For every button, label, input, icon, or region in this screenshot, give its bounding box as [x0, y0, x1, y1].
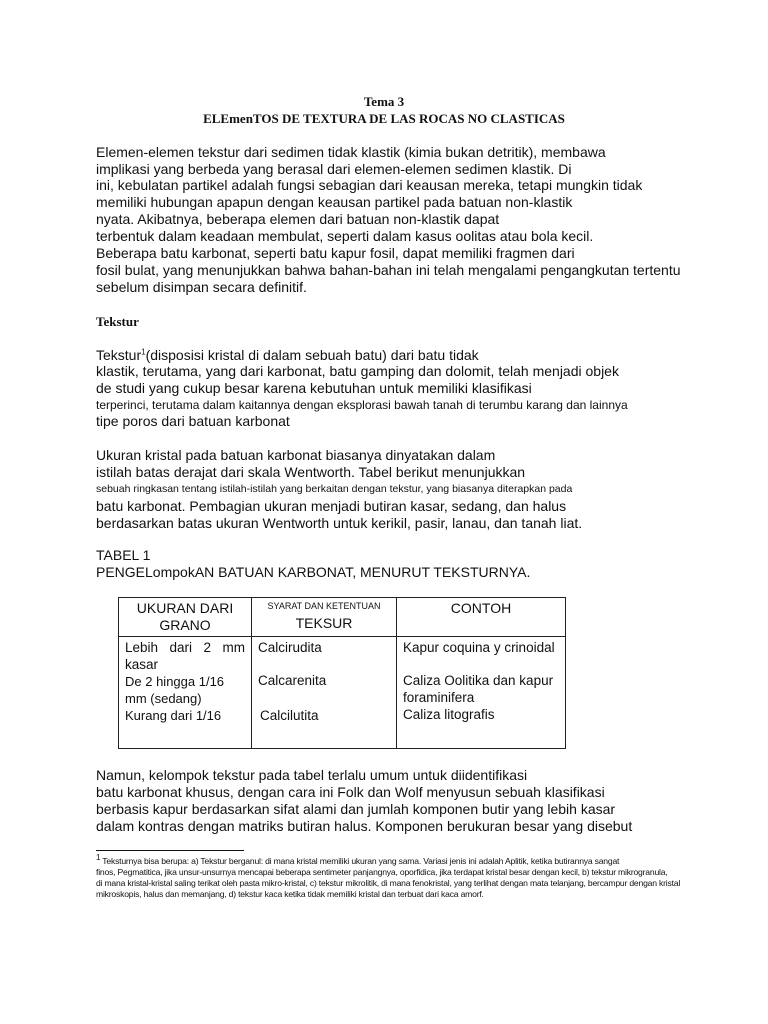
text-line: Namun, kelompok tekstur pada tabel terlalu umum untuk diidentifikasi	[96, 767, 528, 783]
text-line: tipe poros dari batuan karbonat	[96, 413, 290, 429]
footnote-mark: 1	[96, 853, 101, 863]
table-body-cell	[397, 637, 566, 749]
text-line: implikasi yang berbeda yang berasal dari elemen-elemen sedimen klastik. Di	[96, 161, 572, 177]
text-line: fosil bulat, yang menunjukkan bahwa bahan-bahan ini telah mengalami pengangkutan tertentu	[96, 262, 681, 278]
example-coquina: Kapur coquina y crinoidal	[403, 640, 555, 655]
footnote-text-1: Teksturnya bisa berupa: a) Tekstur berganul: di mana kristal memiliki ukuran yang sama. Variasi jenis ini adalah Aplitik, ketika butirannya sangat	[102, 856, 620, 866]
footnote-ref: 1	[141, 347, 146, 357]
footnote-line	[96, 853, 696, 867]
grain-size-coarse: Lebih dari 2 mm kasar	[125, 640, 245, 672]
table-body-cell	[252, 637, 397, 749]
footnote-line: finos, Pegmatitica, jika unsur-unsurnya mencapai beberapa sentimeter panjangnya, oporfidica, jika terdapat kristal besar dengan kecil, b) tekstur mikrogranula,	[96, 867, 668, 877]
text-line: terbentuk dalam keadaan membulat, seperti dalam kasus oolitas atau bola kecil.	[96, 228, 594, 244]
text-line: istilah batas derajat dari skala Wentworth. Tabel berikut menunjukkan	[96, 464, 526, 480]
text-line	[96, 347, 724, 363]
text-line: berbasis kapur berdasarkan sifat alami dan jumlah komponen butir yang lebih kasar	[96, 801, 616, 817]
table-header-cell	[252, 598, 397, 637]
text-line: Ukuran kristal pada batuan karbonat biasanya dinyatakan dalam	[96, 447, 496, 463]
tekstur-lead: Tekstur	[96, 347, 142, 363]
text-line: batu karbonat. Pembagian ukuran menjadi butiran kasar, sedang, dan halus	[96, 498, 567, 514]
text-line: memiliki hubungan apapun dengan keausan partikel pada batuan non-klastik	[96, 194, 573, 210]
term-calcarenite: Calcarenita	[258, 673, 327, 688]
text-line: Elemen-elemen tekstur dari sedimen tidak klastik (kimia bukan detritik), membawa	[96, 144, 606, 160]
tekstur-line1-rest: (disposisi kristal di dalam sebuah batu) dari batu tidak	[145, 347, 479, 363]
table-caption: PENGELompokAN BATUAN KARBONAT, MENURUT TEKSTURNYA.	[96, 564, 531, 580]
example-lithographic: Caliza litografis	[403, 707, 495, 722]
text-line: nyata. Akibatnya, beberapa elemen dari batuan non-klastik dapat	[96, 211, 500, 227]
header-grain-size-line2: GRANO	[159, 617, 211, 633]
header-grain-size-line1: UKURAN DARI	[136, 600, 234, 616]
text-line: Beberapa batu karbonat, seperti batu kapur fosil, dapat memiliki fragmen dari	[96, 245, 575, 261]
text-line: sebelum disimpan secara definitif.	[96, 279, 307, 295]
text-line: berdasarkan batas ukuran Wentworth untuk kerikil, pasir, lanau, dan tanah liat.	[96, 515, 583, 531]
example-oolitic: Caliza Oolitika dan kapur foraminifera	[403, 673, 554, 705]
footnote-line: mikroskopis, halus dan memanjang, d) tekstur kaca ketika tidak memiliki kristal dan terbuat dari kaca amorf.	[96, 889, 484, 899]
table-header-cell: CONTOH	[397, 598, 566, 637]
term-calcilutite: Calcilutita	[260, 708, 319, 723]
header-terms-main: TEKSUR	[295, 615, 353, 631]
text-line: klastik, terutama, yang dari karbonat, batu gamping dan dolomit, telah menjadi objek	[96, 363, 619, 379]
section-heading: Tekstur	[96, 314, 139, 329]
text-line: ini, kebulatan partikel adalah fungsi sebagian dari keausan mereka, tetapi mungkin tidak	[96, 177, 643, 193]
table-body-cell	[119, 637, 252, 749]
topic-number: Tema 3	[363, 94, 405, 109]
header-terms-small: SYARAT DAN KETENTUAN	[267, 601, 381, 611]
classification-table	[118, 597, 566, 749]
text-line: sebuah ringkasan tentang istilah-istilah yang berkaitan dengan tekstur, yang biasanya diterapkan pada	[96, 483, 573, 495]
footnote-line: di mana kristal-kristal saling terikat oleh pasta mikro-kristal, c) tekstur mikrolitik, di mana fenokristal, yang terlihat dengan mata telanjang, bercampur dengan kristal	[96, 878, 681, 888]
table-label: TABEL 1	[96, 547, 151, 563]
grain-size-fine: Kurang dari 1/16	[125, 708, 222, 723]
text-line: dalam kontras dengan matriks butiran halus. Komponen berukuran besar yang disebut	[96, 818, 633, 834]
text-line: de studi yang cukup besar karena kebutuhan untuk memiliki klasifikasi	[96, 380, 532, 396]
grain-size-medium: De 2 hingga 1/16 mm (sedang)	[125, 674, 225, 706]
term-calcirudite: Calcirudita	[258, 640, 322, 655]
text-line: batu karbonat khusus, dengan cara ini Folk dan Wolf menyusun sebuah klasifikasi	[96, 784, 605, 800]
table-header-cell	[119, 598, 252, 637]
footnote-rule	[96, 850, 244, 851]
text-line: terperinci, terutama dalam kaitannya dengan eksplorasi bawah tanah di terumbu karang dan lainnya	[96, 398, 628, 412]
document-title: ELEmenTOS DE TEXTURA DE LAS ROCAS NO CLASTICAS	[203, 111, 565, 126]
